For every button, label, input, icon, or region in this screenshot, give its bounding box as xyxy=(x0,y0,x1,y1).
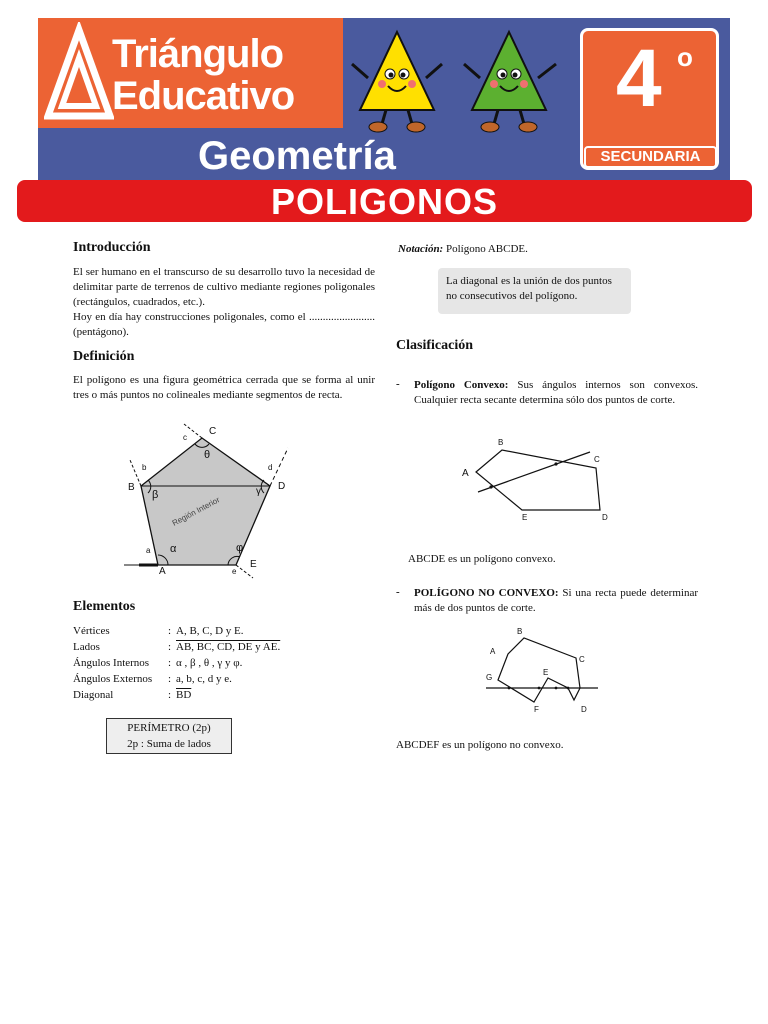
elements-row xyxy=(73,623,280,639)
svg-text:C: C xyxy=(594,455,600,464)
svg-text:A: A xyxy=(490,647,496,656)
svg-text:E: E xyxy=(522,513,528,522)
element-value: A, B, C, D y E. xyxy=(176,625,244,637)
int-angle-alpha: α xyxy=(170,543,177,555)
element-value: AB, BC, CD, DE y AE. xyxy=(176,641,281,653)
vertex-C-label: C xyxy=(209,426,217,437)
convex-polygon-figure xyxy=(458,434,618,528)
element-label: Ángulos Internos xyxy=(73,657,150,669)
svg-text:C: C xyxy=(579,655,585,664)
elements-heading: Elementos xyxy=(73,599,136,614)
svg-text:G: G xyxy=(486,673,493,682)
element-sep: : xyxy=(168,625,172,637)
svg-text:E: E xyxy=(543,668,549,677)
elements-row xyxy=(73,639,280,655)
vertex-E-label: E xyxy=(250,559,257,570)
intro-heading: Introducción xyxy=(73,240,151,255)
intro-paragraph-2: Hoy en día hay construcciones poligonales, como el ........................(pentágono). xyxy=(73,311,375,338)
svg-text:D: D xyxy=(602,513,608,522)
grade-number: 4 xyxy=(616,33,662,124)
elements-table xyxy=(73,623,280,703)
convex-description xyxy=(414,378,698,408)
ext-angle-c: c xyxy=(183,433,187,442)
elements-row xyxy=(73,655,280,671)
convex-caption: ABCDE es un polígono convexo. xyxy=(408,553,556,565)
svg-text:B: B xyxy=(498,438,504,447)
element-sep: : xyxy=(168,657,172,669)
definition-paragraph: El polígono es una figura geométrica cerrada que se forma al unir tres o más puntos no colineales mediante segmentos de recta. xyxy=(73,374,375,401)
elements-row xyxy=(73,671,280,687)
nonconvex-text: Si una recta puede determinar más de dos puntos de corte. xyxy=(414,587,698,614)
nonconvex-caption: ABCDEF es un polígono no convexo. xyxy=(396,739,564,751)
element-value: $\overline{BD}$ xyxy=(176,689,192,701)
grade-label: SECUNDARIA xyxy=(584,146,717,168)
element-value: a, b, c, d y e. xyxy=(176,673,232,685)
yellow-triangle-mascot xyxy=(352,32,442,132)
diagonal-note-box xyxy=(438,268,631,314)
perimeter-title: PERÍMETRO (2p) xyxy=(127,722,211,734)
notation-label: Notación: xyxy=(398,243,444,255)
convex-dash: - xyxy=(396,378,400,390)
convex-text: Sus ángulos internos son convexos. Cualquier recta secante determina sólo dos puntos de corte. xyxy=(414,379,699,406)
element-label: Lados xyxy=(73,641,100,653)
element-value: α , β , θ , γ y φ. xyxy=(176,657,243,669)
ext-angle-b: b xyxy=(142,463,147,472)
svg-text:D: D xyxy=(581,705,587,714)
vertex-D-label: D xyxy=(278,481,286,492)
nonconvex-polygon-figure xyxy=(484,624,604,716)
int-angle-theta: θ xyxy=(204,449,211,461)
element-label: Diagonal xyxy=(73,689,114,701)
nonconvex-title: POLÍGONO NO CONVEXO: xyxy=(414,587,559,599)
subject-title: Geometría xyxy=(198,134,396,178)
classification-heading: Clasificación xyxy=(396,338,473,353)
element-sep: : xyxy=(168,673,172,685)
element-sep: : xyxy=(168,641,172,653)
svg-text:B: B xyxy=(517,627,523,636)
elements-row xyxy=(73,687,280,703)
pentagon-figure xyxy=(118,418,298,580)
region-label: Región Interior xyxy=(170,495,222,528)
convex-label-A: A xyxy=(462,468,469,479)
triangle-logo-icon xyxy=(44,22,114,122)
vertex-A-label: A xyxy=(159,566,166,577)
brand-line-2: Educativo xyxy=(112,74,295,118)
int-angle-beta: β xyxy=(152,489,159,501)
nonconvex-description xyxy=(414,586,698,616)
brand-line-1: Triángulo xyxy=(112,32,283,76)
svg-text:F: F xyxy=(534,705,539,714)
nonconvex-dash: - xyxy=(396,586,400,598)
notation-line xyxy=(398,243,528,255)
ext-angle-a: a xyxy=(146,546,151,555)
element-label: Vértices xyxy=(73,625,110,637)
element-sep: : xyxy=(168,689,172,701)
perimeter-formula: 2p : Suma de lados xyxy=(127,738,211,750)
convex-title: Polígono Convexo: xyxy=(414,379,509,391)
ext-angle-e: e xyxy=(232,567,237,576)
page-title: POLIGONOS xyxy=(270,181,499,222)
diagonal-note: La diagonal es la unión de dos puntos no consecutivos del polígono. xyxy=(446,275,612,302)
perimeter-box xyxy=(106,718,232,754)
element-label: Ángulos Externos xyxy=(73,673,153,685)
intro-paragraph-1: El ser humano en el transcurso de su desarrollo tuvo la necesidad de delimitar parte de terrenos de cultivo mediante regiones poligonales (rectángulos, cuadrados, etc.). xyxy=(73,266,375,308)
int-angle-gamma: γ xyxy=(256,486,261,497)
mascots-illustration xyxy=(346,24,572,136)
vertex-B-label: B xyxy=(128,482,135,493)
grade-superscript: o xyxy=(677,42,693,72)
green-triangle-mascot xyxy=(464,32,556,132)
definition-heading: Definición xyxy=(73,349,135,364)
ext-angle-d: d xyxy=(268,463,273,472)
notation-value: Polígono ABCDE. xyxy=(445,243,528,255)
title-bar xyxy=(17,180,752,222)
int-angle-phi: φ xyxy=(236,542,244,554)
